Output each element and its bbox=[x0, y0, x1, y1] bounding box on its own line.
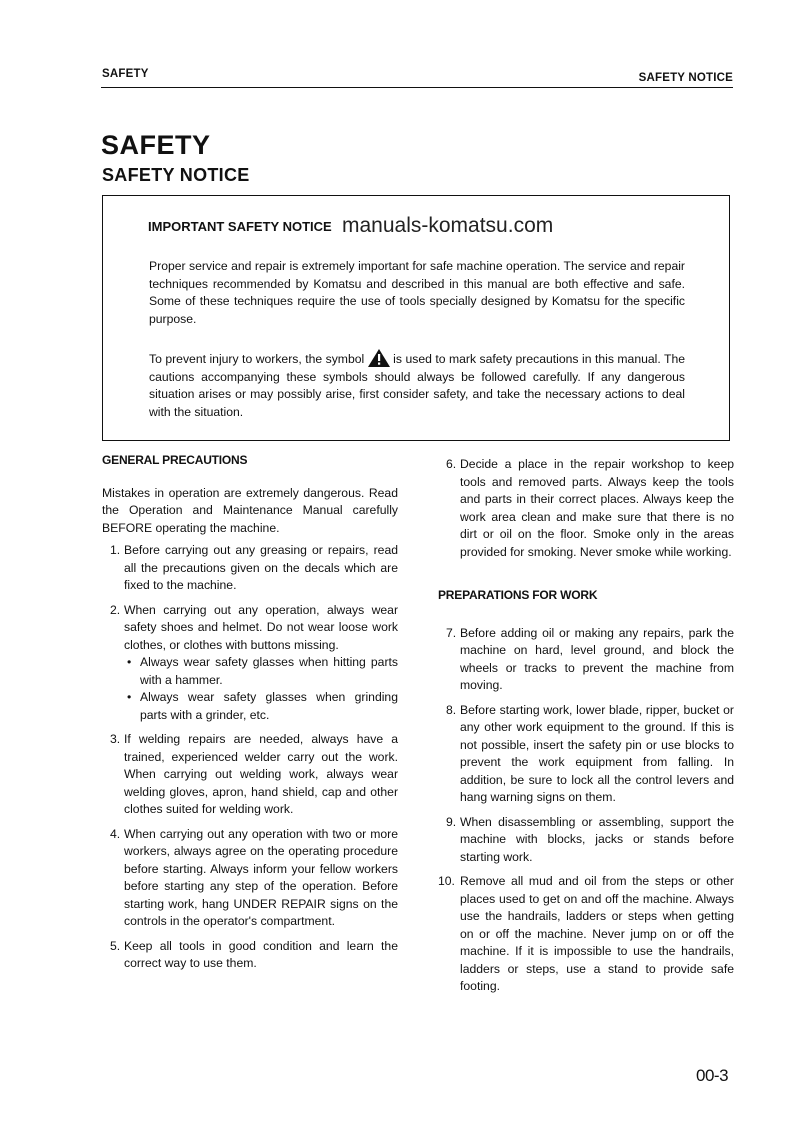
notice-paragraph-2-start: To prevent injury to workers, the symbol bbox=[149, 352, 368, 366]
right-column bbox=[438, 456, 734, 1003]
item-text: Before adding oil or making any repairs, park the machine on hard, level ground, and block the wheels or tracks to prevent the machine from moving. bbox=[460, 625, 734, 692]
general-precautions-heading: GENERAL PRECAUTIONS bbox=[102, 453, 248, 467]
item-text: When disassembling or assembling, support the machine with blocks, jacks or stands before starting work. bbox=[460, 814, 734, 864]
item-number: 6. bbox=[446, 457, 457, 471]
item-number: 9. bbox=[446, 814, 457, 829]
item-text: If welding repairs are needed, always have a trained, experienced welder carry out the work. When carrying out welding work, always wear welding gloves, apron, hand shield, cap and other clothes suited for welding work. bbox=[124, 732, 398, 816]
sub-bullet-list bbox=[124, 654, 398, 724]
notice-title: IMPORTANT SAFETY NOTICE bbox=[148, 219, 332, 234]
running-header-section: SAFETY bbox=[102, 68, 149, 80]
item-number: 10. bbox=[438, 874, 455, 888]
sub-bullet bbox=[124, 689, 398, 724]
notice-paragraph-1: Proper service and repair is extremely important for safe machine operation. The service and repair techniques recommended by Komatsu and described in this manual are both effective and safe. Some of these techniques require the use of tools specially designed by Komatsu for the specific purpose. bbox=[149, 259, 685, 326]
left-column bbox=[102, 452, 398, 980]
list-item bbox=[438, 873, 734, 996]
general-precautions-intro: Mistakes in operation are extremely dangerous. Read the Operation and Maintenance Manual carefully BEFORE operating the machine. bbox=[102, 485, 398, 535]
general-precautions-list-continued bbox=[438, 456, 734, 561]
item-number: 1. bbox=[110, 543, 121, 557]
general-precautions-list bbox=[102, 542, 398, 973]
item-text: Before carrying out any greasing or repairs, read all the precautions given on the decals which are fixed to the machine. bbox=[124, 543, 398, 592]
list-item bbox=[102, 542, 398, 595]
notice-paragraph-2-end: is used to mark safety precautions in this manual. The cautions accompanying these symbols should always be followed carefully. If any dangerous situation arises or may possibly arise, first consider safety, and take the necessary actions to deal with the situation. bbox=[149, 352, 686, 419]
list-item bbox=[438, 456, 734, 561]
item-text: When carrying out any operation with two or more workers, always agree on the operating procedure before starting. Always inform your fellow workers before starting any step of the operation. Before starting work, hang UNDER REPAIR signs on the controls in the operator's compartment. bbox=[124, 826, 398, 928]
item-number: 4. bbox=[110, 826, 121, 841]
item-text: Decide a place in the repair workshop to keep tools and removed parts. Always keep the tools and parts in their correct places. Always keep the work area clean and make sure that there is no dirt or oil on the floor. Smoke only in the areas provided for smoking. Never smoke while working. bbox=[460, 457, 734, 559]
page-title: SAFETY bbox=[101, 130, 211, 160]
bullet-icon: • bbox=[127, 690, 132, 704]
sub-bullet bbox=[124, 654, 398, 689]
item-number: 2. bbox=[110, 602, 121, 617]
item-text: When carrying out any operation, always wear safety shoes and helmet. Do not wear loose work clothes, or clothes with buttons missing. bbox=[124, 602, 398, 652]
bullet-text: Always wear safety glasses when hitting parts with a hammer. bbox=[140, 655, 398, 687]
warning-triangle-icon bbox=[368, 349, 390, 367]
item-text: Keep all tools in good condition and learn the correct way to use them. bbox=[124, 938, 398, 970]
page-subtitle: SAFETY NOTICE bbox=[102, 165, 250, 185]
item-number: 3. bbox=[110, 732, 121, 746]
preparations-list bbox=[438, 625, 734, 996]
list-item bbox=[438, 625, 734, 695]
list-item bbox=[438, 814, 734, 867]
item-number: 7. bbox=[446, 625, 457, 640]
watermark-text: manuals-komatsu.com bbox=[342, 214, 554, 237]
running-header-topic: SAFETY NOTICE bbox=[638, 72, 733, 84]
list-item bbox=[102, 826, 398, 931]
item-text: Before starting work, lower blade, ripper, bucket or any other work equipment to the ground. If this is not possible, insert the safety pin or use blocks to prevent the work equipment from falling. In addition, be sure to lock all the control levers and hang warning signs on them. bbox=[460, 702, 734, 804]
preparations-heading: PREPARATIONS FOR WORK bbox=[438, 588, 598, 602]
list-item bbox=[438, 702, 734, 807]
item-number: 8. bbox=[446, 702, 457, 717]
list-item bbox=[102, 938, 398, 973]
list-item bbox=[102, 731, 398, 819]
item-number: 5. bbox=[110, 938, 121, 953]
page-number: 00-3 bbox=[696, 1066, 729, 1085]
header-rule bbox=[101, 87, 733, 88]
bullet-icon: • bbox=[127, 655, 132, 669]
item-text: Remove all mud and oil from the steps or other places used to get on and off the machine. Always use the handrails, ladders or steps when getting on or off the machine. Never jump on or off the machine. If it is impossible to use the handrails, ladders or steps, use a stand to provide safe footing. bbox=[460, 874, 734, 993]
bullet-text: Always wear safety glasses when grinding parts with a grinder, etc. bbox=[140, 690, 398, 722]
notice-paragraph-2 bbox=[149, 349, 685, 421]
list-item bbox=[102, 602, 398, 725]
